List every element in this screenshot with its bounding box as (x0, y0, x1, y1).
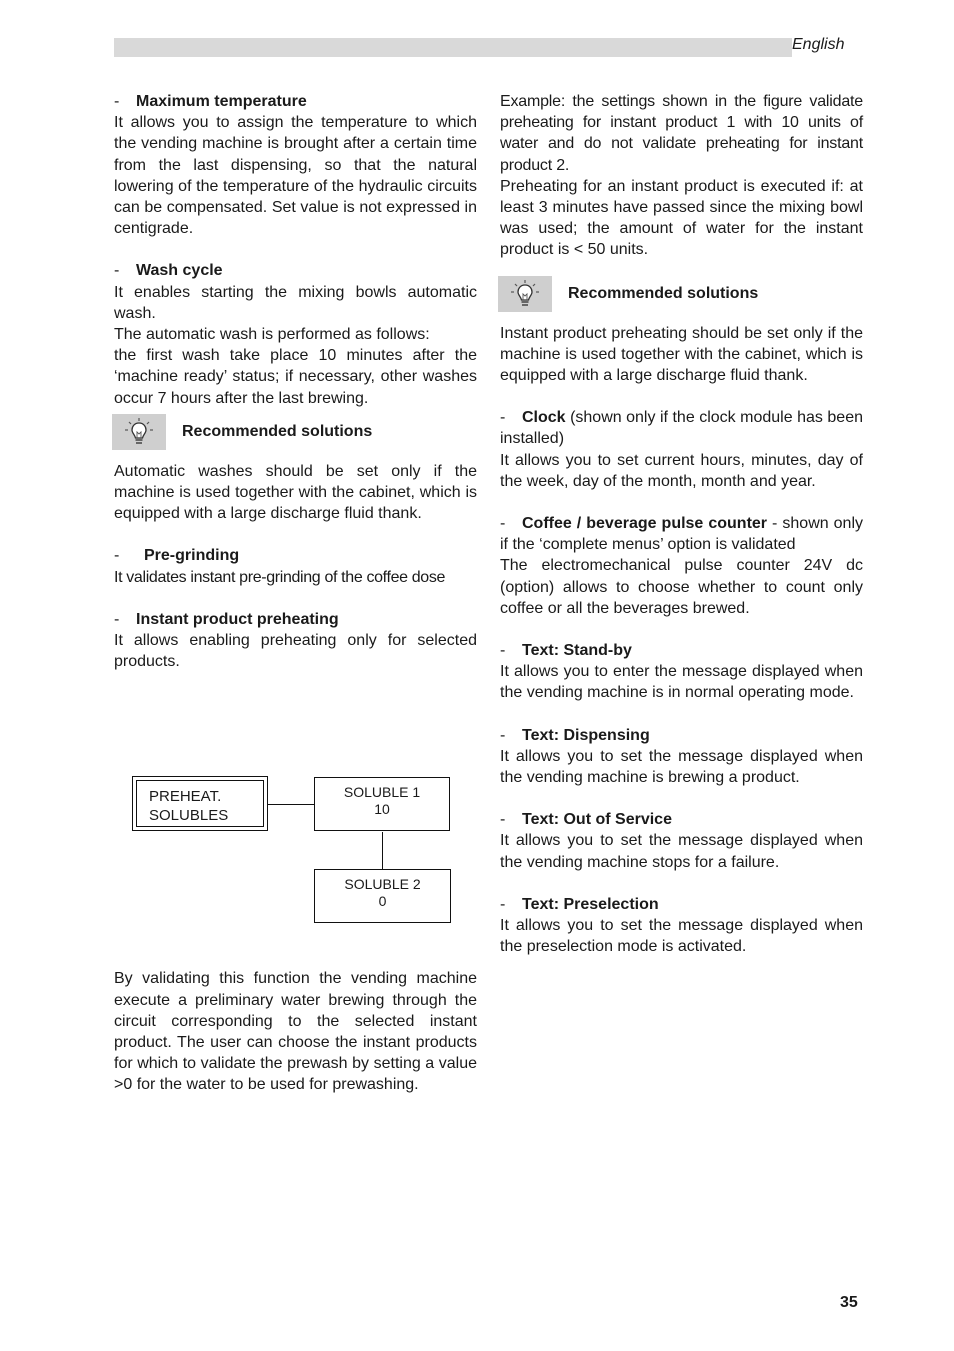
exec-text: Preheating for an instant product is executed if: at least 3 minutes have passed since the mixing bowl was used; the amount of water for the instant product is < 50 units. (500, 177, 863, 259)
connector-vertical (382, 832, 383, 869)
validate-text: By validating this function the vending machine execute a preliminary water brewing through the circuit corresponding to the selected instant product. The user can choose the instant products for which to validate the prewash by setting a value >0 for the water to be used for prewashing. (114, 970, 477, 1094)
lightbulb-icon (498, 276, 552, 312)
recommended-text-left: Automatic washes should be set only if the machine is used together with the cabinet, which is equipped with a large discharge fluid thank. (114, 462, 477, 523)
recommended-solutions-right (498, 275, 863, 313)
preheat-solubles-box (132, 776, 268, 831)
connector-horizontal (268, 804, 314, 805)
standby-heading: - Text: Stand-by (500, 642, 632, 660)
preheat-text: It allows enabling preheating only for selected products. (114, 632, 477, 671)
preheat-box-line1: PREHEAT. (149, 788, 222, 805)
clock-text: It allows you to set current hours, minutes, day of the week, day of the month, month and year. (500, 451, 863, 490)
wash-text-1: It enables starting the mixing bowls automatic wash. (114, 283, 477, 322)
preheat-heading: - Instant product preheating (114, 610, 339, 628)
recommended-solutions-title: Recommended solutions (568, 285, 759, 303)
right-column (500, 91, 863, 958)
soluble-1-value: 10 (374, 801, 390, 817)
soluble-2-name: SOLUBLE 2 (344, 876, 421, 892)
lightbulb-icon (112, 414, 166, 450)
example-text: Example: the settings shown in the figure validate preheating for instant product 1 with 10 units of water and do not validate preheating for instant product 2. (500, 93, 863, 174)
soluble-1-box (314, 777, 450, 831)
dispensing-heading: - Text: Dispensing (500, 726, 650, 744)
max-temp-heading: - Maximum temperature (114, 93, 307, 110)
left-column (114, 91, 477, 1096)
recommended-solutions-title: Recommended solutions (182, 423, 373, 441)
soluble-1-name: SOLUBLE 1 (343, 784, 421, 800)
pregrind-text: It validates instant pre-grinding of the coffee dose (114, 568, 446, 586)
page-number: 35 (840, 1294, 858, 1311)
dispensing-text: It allows you to set the message displayed when the vending machine is brewing a product. (500, 747, 863, 787)
pregrind-heading: - Pre-grinding (114, 547, 240, 565)
wash-heading: - Wash cycle (114, 262, 223, 280)
presel-heading: - Text: Preselection (500, 895, 659, 913)
standby-text: It allows you to enter the message displayed when the vending machine is in normal operating mode. (500, 663, 863, 702)
preheat-box-line2: SOLUBLES (149, 807, 229, 824)
oos-text: It allows you to set the message displayed when the vending machine stops for a failure. (500, 832, 863, 871)
wash-text-2: The automatic wash is performed as follows: (114, 326, 430, 344)
oos-heading: - Text: Out of Service (500, 811, 672, 829)
recommended-text-right: Instant product preheating should be set only if the machine is used together with the cabinet, which is equipped with a large discharge fluid thank. (500, 324, 863, 385)
counter-heading: - Coffee / beverage pulse counter - shown only if the ‘complete menus’ option is validated (500, 515, 864, 554)
soluble-2-value: 0 (378, 893, 387, 909)
soluble-2-box (314, 869, 451, 923)
counter-text: The electromechanical pulse counter 24V dc (option) allows to choose whether to count only coffee or all the beverages brewed. (500, 557, 863, 617)
clock-heading: - Clock (shown only if the clock module has been installed) (500, 409, 863, 448)
presel-text: It allows you to set the message displayed when the preselection mode is activated. (500, 917, 863, 956)
preheat-diagram (132, 776, 462, 926)
header-bar (114, 38, 792, 57)
max-temp-text: It allows you to assign the temperature to which the vending machine is brought after a certain time from the last dispensing, so that the natural lowering of the temperature of the hydraulic circuits can be compensated. Set value is not expressed in centigrade. (114, 114, 477, 238)
header-language: English (792, 36, 845, 53)
recommended-solutions-left (112, 413, 477, 451)
wash-text-3: the first wash take place 10 minutes after the ‘machine ready’ status; if necessary, other washes occur 7 hours after the last brewing. (114, 347, 477, 407)
